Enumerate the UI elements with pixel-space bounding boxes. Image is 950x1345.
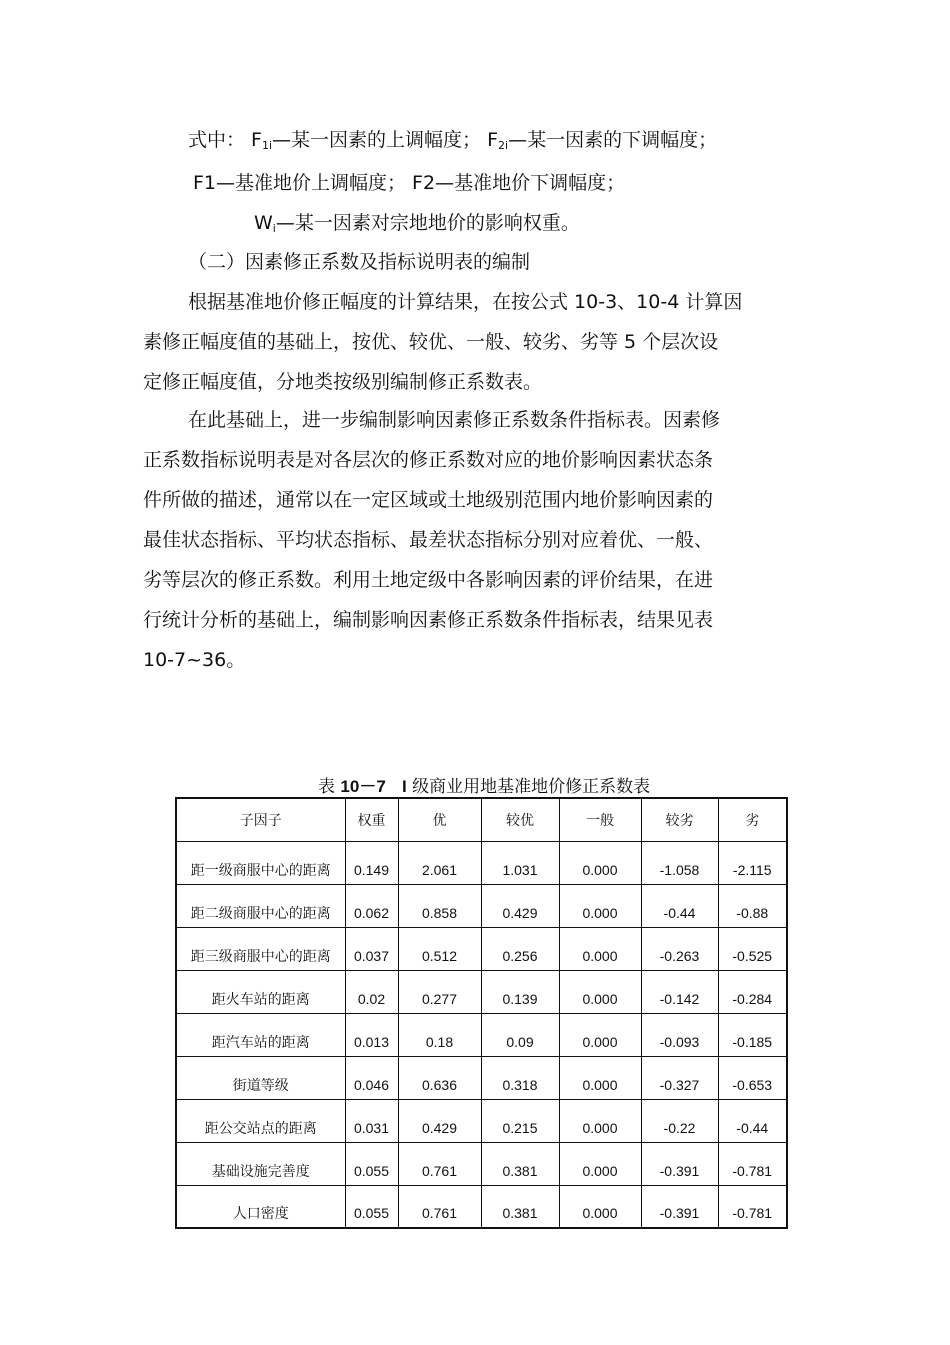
- table-cell-value: 0.02: [345, 970, 398, 1013]
- table-cell-value: -0.327: [641, 1056, 718, 1099]
- paragraph-line: 件所做的描述，通常以在一定区域或土地级别范围内地价影响因素的: [143, 489, 714, 511]
- table-cell-value: 0.000: [559, 841, 641, 884]
- table-cell-value: 0.000: [559, 1185, 641, 1228]
- table-cell-factor: 距一级商服中心的距离: [176, 841, 345, 884]
- table-header-cell: 优: [398, 798, 481, 841]
- table-row: [176, 1013, 787, 1056]
- table-cell-value: 0.429: [398, 1099, 481, 1142]
- table-cell-value: 1.031: [481, 841, 559, 884]
- table-cell-value: -0.263: [641, 927, 718, 970]
- table-cell-value: 0.062: [345, 884, 398, 927]
- table-cell-factor: 距火车站的距离: [176, 970, 345, 1013]
- table-cell-factor: 基础设施完善度: [176, 1142, 345, 1185]
- table-header-cell: 劣: [718, 798, 787, 841]
- table-cell-value: 0.037: [345, 927, 398, 970]
- table-cell-value: -0.653: [718, 1056, 787, 1099]
- paragraph-line: 行统计分析的基础上，编制影响因素修正系数条件指标表，结果见表: [143, 609, 714, 631]
- table-cell-value: 0.256: [481, 927, 559, 970]
- table-cell-value: -0.185: [718, 1013, 787, 1056]
- table-header-cell: 一般: [559, 798, 641, 841]
- table-cell-factor: 距二级商服中心的距离: [176, 884, 345, 927]
- table-cell-value: 0.381: [481, 1185, 559, 1228]
- subscript: 2i: [498, 139, 509, 152]
- table-header-cell: 权重: [345, 798, 398, 841]
- table-cell-value: 0.429: [481, 884, 559, 927]
- paragraph-line: 根据基准地价修正幅度的计算结果，在按公式 10-3、10-4 计算因: [188, 291, 743, 313]
- table-cell-value: 0.761: [398, 1185, 481, 1228]
- table-cell-value: 0.149: [345, 841, 398, 884]
- table-cell-value: 0.000: [559, 1013, 641, 1056]
- paragraph-line: 劣等层次的修正系数。利用土地定级中各影响因素的评价结果，在进: [143, 569, 714, 591]
- table-header-row: [176, 798, 787, 841]
- table-row: [176, 884, 787, 927]
- table-cell-value: 0.000: [559, 1099, 641, 1142]
- table-header-cell: 较劣: [641, 798, 718, 841]
- table-cell-value: 0.000: [559, 884, 641, 927]
- table-cell-value: 0.09: [481, 1013, 559, 1056]
- text-segment: 式中： F: [188, 129, 262, 151]
- paragraph-line: 最佳状态指标、平均状态指标、最差状态指标分别对应着优、一般、: [143, 529, 714, 551]
- table-cell-value: 0.000: [559, 927, 641, 970]
- table-cell-factor: 距三级商服中心的距离: [176, 927, 345, 970]
- formula-note-line-3: [254, 214, 580, 234]
- correction-coefficient-table: [175, 797, 788, 1229]
- table-cell-value: 0.055: [345, 1142, 398, 1185]
- formula-note-line-1: [188, 131, 717, 151]
- table-cell-value: 2.061: [398, 841, 481, 884]
- table-cell-value: -0.781: [718, 1185, 787, 1228]
- table-cell-value: 0.215: [481, 1099, 559, 1142]
- table-cell-value: -0.093: [641, 1013, 718, 1056]
- paragraph-line: 在此基础上，进一步编制影响因素修正系数条件指标表。因素修: [188, 409, 721, 431]
- paragraph-line: 素修正幅度值的基础上，按优、较优、一般、较劣、劣等 5 个层次设: [143, 331, 719, 353]
- table-cell-value: 0.318: [481, 1056, 559, 1099]
- table-cell-value: -0.44: [641, 884, 718, 927]
- table-cell-value: 0.046: [345, 1056, 398, 1099]
- table-row: [176, 1142, 787, 1185]
- table-header-cell: 较优: [481, 798, 559, 841]
- table-cell-value: -0.88: [718, 884, 787, 927]
- text-segment: —某一因素的上调幅度； F: [272, 129, 499, 151]
- table-cell-value: 0.139: [481, 970, 559, 1013]
- table-cell-value: -0.284: [718, 970, 787, 1013]
- caption-text: 级商业用地基准地价修正系数表: [406, 777, 651, 797]
- table-cell-value: -1.058: [641, 841, 718, 884]
- table-cell-factor: 街道等级: [176, 1056, 345, 1099]
- table-cell-value: 0.000: [559, 970, 641, 1013]
- caption-number: 10－7: [340, 777, 386, 796]
- subscript: i: [272, 222, 276, 235]
- table-cell-value: 0.381: [481, 1142, 559, 1185]
- paragraph-line: 定修正幅度值，分地类按级别编制修正系数表。: [143, 371, 543, 393]
- table-cell-value: -0.391: [641, 1142, 718, 1185]
- table-row: [176, 1185, 787, 1228]
- text-segment: —某一因素的下调幅度；: [508, 129, 718, 151]
- text-segment: W: [254, 212, 273, 234]
- formula-note-line-2: F1—基准地价上调幅度； F2—基准地价下调幅度；: [193, 172, 626, 194]
- table-cell-value: -2.115: [718, 841, 787, 884]
- table-caption: [318, 772, 650, 797]
- text-segment: —某一因素对宗地地价的影响权重。: [275, 212, 580, 234]
- section-heading: （二）因素修正系数及指标说明表的编制: [188, 251, 531, 273]
- table-cell-factor: 人口密度: [176, 1185, 345, 1228]
- table-cell-factor: 距公交站点的距离: [176, 1099, 345, 1142]
- table-cell-value: -0.391: [641, 1185, 718, 1228]
- table-cell-value: 0.000: [559, 1142, 641, 1185]
- subscript: 1i: [261, 139, 273, 152]
- table-header-cell: 子因子: [176, 798, 345, 841]
- caption-prefix: 表: [318, 777, 341, 797]
- table-cell-value: 0.761: [398, 1142, 481, 1185]
- table-cell-value: 0.512: [398, 927, 481, 970]
- table-cell-value: -0.525: [718, 927, 787, 970]
- caption-level: I: [402, 777, 407, 796]
- table-cell-value: 0.000: [559, 1056, 641, 1099]
- table-cell-value: -0.44: [718, 1099, 787, 1142]
- table-cell-factor: 距汽车站的距离: [176, 1013, 345, 1056]
- paragraph-line: 正系数指标说明表是对各层次的修正系数对应的地价影响因素状态条: [143, 449, 714, 471]
- table-cell-value: -0.142: [641, 970, 718, 1013]
- table-row: [176, 927, 787, 970]
- table-row: [176, 1056, 787, 1099]
- table-cell-value: 0.277: [398, 970, 481, 1013]
- table-row: [176, 970, 787, 1013]
- table-cell-value: -0.781: [718, 1142, 787, 1185]
- table-cell-value: 0.031: [345, 1099, 398, 1142]
- table-cell-value: 0.18: [398, 1013, 481, 1056]
- table-cell-value: -0.22: [641, 1099, 718, 1142]
- table-row: [176, 1099, 787, 1142]
- table-cell-value: 0.636: [398, 1056, 481, 1099]
- table-cell-value: 0.858: [398, 884, 481, 927]
- table-row: [176, 841, 787, 884]
- table-cell-value: 0.013: [345, 1013, 398, 1056]
- paragraph-line: 10-7~36。: [143, 649, 246, 671]
- table-cell-value: 0.055: [345, 1185, 398, 1228]
